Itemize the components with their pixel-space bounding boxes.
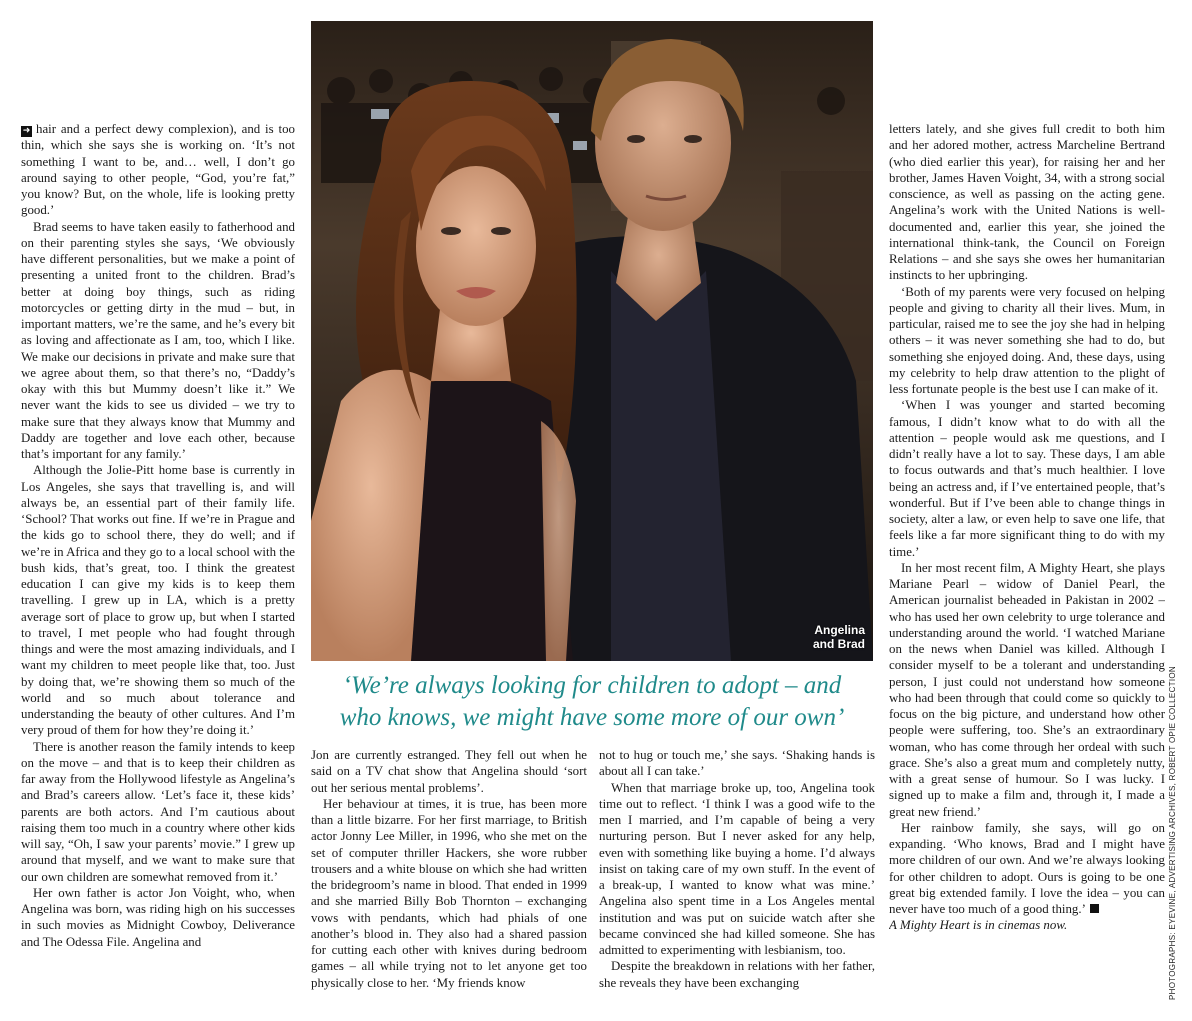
- paragraph: not to hug or touch me,’ she says. ‘Shaking hands is about all I can take.’: [599, 748, 875, 779]
- caption-line: and Brad: [812, 637, 865, 651]
- pull-quote-line: ‘We’re always looking for children to adopt – and: [342, 672, 842, 699]
- photo-caption: [813, 623, 865, 651]
- article-footer-note: A Mighty Heart is in cinemas now.: [889, 918, 1068, 933]
- paragraph: Although the Jolie-Pitt home base is currently in Los Angeles, she says that travelling is, and will always be, an essential part of their family life. ‘School? That works out fine. If we’re in Prague and the kids go to school there, they do well; and if we’re in Africa and they go to a local school with the bush kids, that’s great, too. I think the greatest education I can give my kids is to keep them travelling. I grew up in LA, which is a pretty average sort of place to grow up, but when I started to travel, I met people who had fought through things and were the most amazing individuals, and I want my children to meet people like that, too. Just by doing that, we’re showing them so much of the world and so much about tolerance and understanding the beauty of other cultures. And I’m very proud of them for how they’re doing it.’: [21, 463, 295, 738]
- end-mark-icon: [1090, 904, 1099, 913]
- paragraph: Her rainbow family, she says, will go on expanding. ‘Who knows, Brad and I might have more children of our own. And we’re always looking for other children to adopt. Ours is going to be one great big extended family. I love the idea – you can never have too much of a good thing.’: [889, 820, 1165, 916]
- article-column-2: [311, 747, 587, 1017]
- photo-credit: PHOTOGRAPHS: EYEVINE, ADVERTISING ARCHIVES, ROBERT OPIE COLLECTION: [1168, 666, 1177, 1000]
- paragraph: letters lately, and she gives full credit to both him and her adored mother, actress Marcheline Bertrand (who died earlier this year), for raising her and her brother, James Haven Voight, 34, with a strong social conscience, as well as passing on the acting gene. Angelina’s work with the United Nations is well-documented and, earlier this year, she joined the international think-tank, the Council on Foreign Relations – and she says she owes her humanitarian instincts to her upbringing.: [889, 122, 1165, 283]
- paragraph: There is another reason the family intends to keep on the move – and that is to keep their children as far away from the Hollywood lifestyle as Angelina’s and Brad’s careers allow. ‘Let’s face it, these kids’ parents are both actors. And I’m cautious about raising them too much in a country where other kids will say, “Oh, I saw your parents’ movie.” I grew up around that myself, and we want to make sure that our own children are somewhat removed from it.’: [21, 739, 295, 884]
- continue-arrow-icon: ➜: [22, 126, 31, 136]
- caption-line: Angelina: [814, 623, 865, 637]
- paragraph: When that marriage broke up, too, Angelina took time out to reflect. ‘I think I was a good wife to the men I married, and I’m capable of being a very nurturing person. But I never asked for any help, even with something like buying a home. I’d always insist on taking care of my own stuff. In the event of a break-up, I wanted to know what was mine.’ Angelina also spent time in a Los Angeles mental institution and was put on suicide watch after she became convinced she had killed someone. She has admitted to experimenting with lesbianism, too.: [599, 780, 875, 957]
- paragraph: Her behaviour at times, it is true, has been more than a little bizarre. For her first marriage, to British actor Jonny Lee Miller, in 1996, who she met on the set of computer thriller Hackers, she wore rubber trousers and a white blouse on which she had written the bridegroom’s name in blood. That ended in 1999 and she married Billy Bob Thornton – exchanging vows with pendants, which had phials of one another’s blood in. They also had a shared passion for cutting each other with knives during bedroom games – all while trying not to let anyone get too physically close to her. ‘My friends know: [311, 796, 587, 990]
- paragraph: Jon are currently estranged. They fell out when he said on a TV chat show that Angelina should ‘sort out her serious mental problems’.: [311, 748, 587, 795]
- paragraph: ‘Both of my parents were very focused on helping people and giving to charity all their lives. Mum, in particular, raised me to see the joy she had in helping others – it was never something she had to do, but something she enjoyed doing. And, these days, using my celebrity to help draw attention to the plight of less fortunate people is the best use I can make of it.: [889, 284, 1165, 396]
- couple-photo-illustration: [311, 21, 873, 661]
- paragraph: In her most recent film, A Mighty Heart, she plays Mariane Pearl – widow of Daniel Pearl, the American journalist beheaded in Pakistan in 2002 – who has used her own celebrity to urge tolerance and understanding around the world. ‘I watched Mariane on the news when Daniel was killed. Although I consider myself to be a tolerant and understanding person, I just could not understand how someone who had been through that could come so quickly to focus on the big picture, and understand how other people were suffering, too. She’s an extraordinary woman, who has come through her ordeal with such grace. She’s also a great mum and completely nutty, with a great sense of humour. So I was lucky. I signed up to make a film and, through it, I made a great new friend.’: [889, 560, 1165, 819]
- paragraph: Despite the breakdown in relations with her father, she reveals they have been exchanging: [599, 959, 875, 990]
- article-column-3: [599, 747, 875, 1017]
- pull-quote: [311, 670, 873, 734]
- paragraph: ➜ hair and a perfect dewy complexion), and is too thin, which she says she is working on. ‘It’s not something I want to be, and… well, I don’t go around saying to other people, “God, you’re fat,” you know? But, on the whole, life is looking pretty good.’: [21, 122, 295, 218]
- paragraph: ‘When I was younger and started becoming famous, I didn’t know what to do with all the attention – people would ask me questions, and I didn’t really have a lot to say. These days, I am able to focus outwards and that’s much healthier. I love being an actress and, if I’ve entertained people, that’s wonderful. But if I’ve been able to change things in society, alter a law, or even help to save one life, that feels like a far more significant thing to do with my time.’: [889, 398, 1165, 559]
- article-column-1: [21, 121, 295, 1014]
- paragraph: Brad seems to have taken easily to fatherhood and on their parenting styles she says, ‘We obviously have different personalities, but we make a point of presenting a united front to the children. Brad’s better at doing boy things, such as riding motorcycles or getting dirty in the mud – but, in important matters, we’re the same, and he’s every bit as loving and affectionate as I am, too, which I like. We make our decisions in private and make sure that we agree about them, so that there’s no, “Daddy’s okay with this but Mummy doesn’t like it.” We never want the kids to see us divided – we try to make sure that they always know that Mummy and Daddy are together and love each other, because that’s important for any family.’: [21, 219, 295, 461]
- pull-quote-line: who knows, we might have some more of our own’: [339, 704, 845, 731]
- paragraph: Her own father is actor Jon Voight, who, when Angelina was born, was riding high on his successes in such movies as Midnight Cowboy, Deliverance and The Odessa File. Angelina and: [21, 885, 295, 949]
- cover-photo: [311, 21, 873, 661]
- article-column-4: [889, 121, 1165, 1014]
